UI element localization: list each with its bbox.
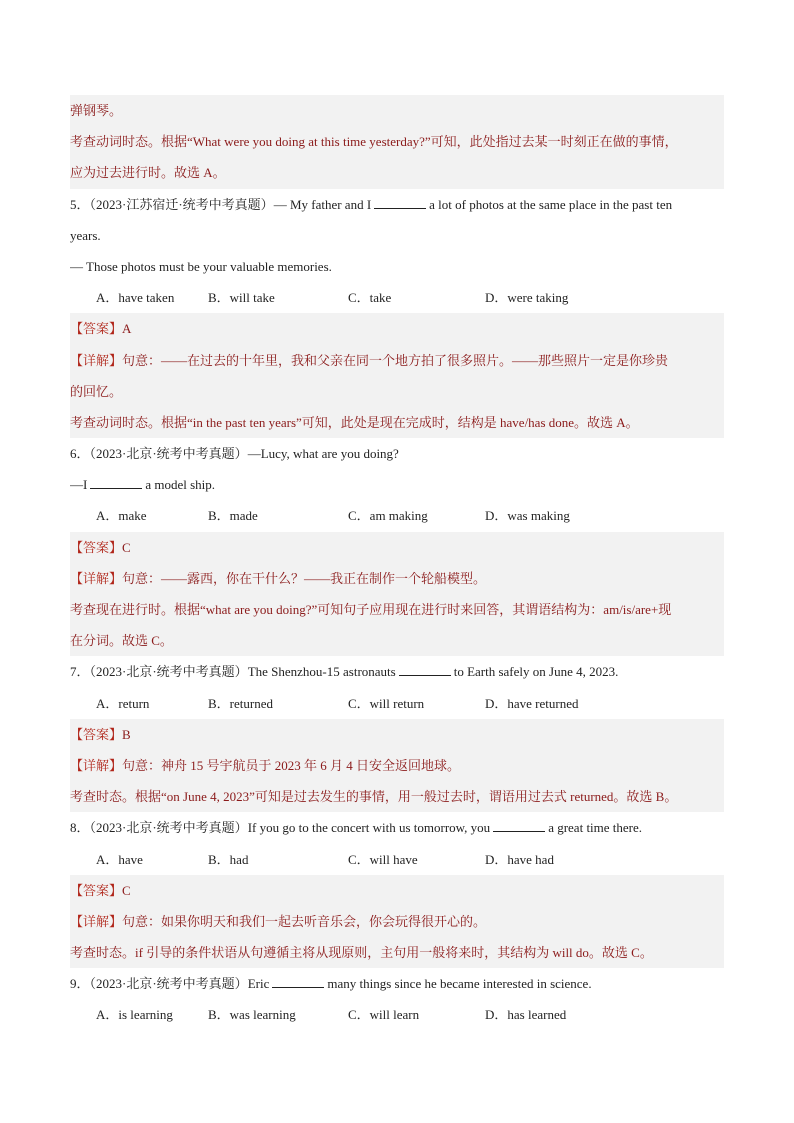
option-d: D．have returned [485,695,579,711]
option-b: B．made [208,508,258,524]
question-source: （2023·北京·统考中考真题） [89,976,248,992]
question-text: Eric [247,976,270,992]
question-7-detail-2: 考查时态。根据“on June 4, 2023”可知是过去发生的事情，用一般过去时，谓语用过去式 returned。故选 B。 [70,781,724,812]
question-source: （2023·北京·统考中考真题） [89,664,248,680]
question-6-reply [70,469,724,500]
option-c: C．will have [348,851,418,867]
option-c: C．will learn [348,1007,420,1023]
option-b: B．had [208,851,249,867]
question-6-detail-2: 考查现在进行时。根据“what are you doing?”可知句子应用现在进行时来回答，其谓语结构为：am/is/are+现 [70,594,724,625]
question-5-options [70,282,724,313]
option-b: B．returned [208,695,273,711]
option-a: A．have taken [96,290,175,306]
option-d: D．have had [485,851,554,867]
question-7-options [70,688,724,719]
question-6-answer [70,532,724,563]
answer-blank [493,819,545,832]
option-a: A．is learning [96,1007,173,1023]
question-text: a model ship. [145,477,216,493]
option-d: D．was making [485,508,570,524]
question-8-answer [70,875,724,906]
option-d: D．has learned [485,1007,567,1023]
option-d: D．were taking [485,290,569,306]
question-7-detail-1 [70,750,724,781]
prev-detail-line-1: 弹钢琴。 [70,95,724,126]
question-5-dialog: — Those photos must be your valuable memories. [70,258,332,274]
question-6-detail-1 [70,563,724,594]
detail-tag: 【详解】 [70,758,123,774]
detail-text: 句意：神舟 15 号宇航员于 2023 年 6 月 4 日安全返回地球。 [122,757,461,773]
answer-value: C [122,882,131,898]
option-c: C．am making [348,508,428,524]
question-source: （2023·江苏宿迁·统考中考真题） [89,196,274,212]
question-number: 6． [70,446,90,462]
answer-value: C [122,539,131,555]
question-9-stem [70,968,724,999]
question-8-detail-2: 考查时态。if 引导的条件状语从句遵循主将从现原则，主句用一般将来时，其结构为 will do。故选 C。 [70,937,724,968]
detail-text: 句意：——露西，你在干什么？——我正在制作一个轮船模型。 [122,570,487,586]
question-text: —I [70,477,88,493]
answer-blank [374,196,426,209]
question-5-detail-3: 考查动词时态。根据“in the past ten years”可知，此处是现在完成时，结构是 have/has done。故选 A。 [70,407,724,438]
question-number: 9． [70,976,90,992]
question-source: （2023·北京·统考中考真题） [89,820,248,836]
answer-value: B [122,726,131,742]
question-number: 5． [70,196,90,212]
option-a: A．return [96,695,150,711]
question-text: a lot of photos at the same place in the past ten [429,196,673,212]
detail-text: 句意：——在过去的十年里，我和父亲在同一个地方拍了很多照片。——那些照片一定是你珍贵 [122,352,669,368]
question-source: （2023·北京·统考中考真题） [89,446,248,462]
answer-blank [90,476,142,489]
option-b: B．will take [208,290,275,306]
detail-tag: 【详解】 [70,914,123,930]
option-a: A．have [96,851,143,867]
question-5-stem-cont: years. [70,227,101,243]
detail-tag: 【详解】 [70,353,123,369]
question-text: The Shenzhou-15 astronauts [247,664,396,680]
option-b: B．was learning [208,1007,296,1023]
question-number: 8． [70,820,90,836]
question-5-stem [70,189,724,220]
prev-detail-line-2: 考查动词时态。根据“What were you doing at this time yesterday?”可知，此处指过去某一时刻正在做的事情， [70,126,724,157]
answer-blank [272,975,324,988]
question-8-detail-1 [70,906,724,937]
prev-detail-line-3: 应为过去进行时。故选 A。 [70,157,724,188]
question-text: —Lucy, what are you doing? [247,446,399,462]
question-text: — My father and I [273,196,372,212]
answer-tag: 【答案】 [70,727,123,743]
option-c: C．will return [348,695,425,711]
question-7-answer [70,719,724,750]
answer-tag: 【答案】 [70,322,123,338]
question-5-detail-1 [70,345,724,376]
answer-tag: 【答案】 [70,540,123,556]
question-text: many things since he became interested in science. [327,976,592,992]
option-c: C．take [348,290,392,306]
question-5-detail-2: 的回忆。 [70,376,724,407]
detail-text: 句意：如果你明天和我们一起去听音乐会，你会玩得很开心的。 [122,913,487,929]
question-6-detail-3: 在分词。故选 C。 [70,625,724,656]
detail-tag: 【详解】 [70,571,123,587]
document-content [70,95,724,1031]
question-6-stem [70,438,724,469]
answer-value: A [122,321,132,337]
question-7-stem [70,656,724,687]
question-number: 7． [70,664,90,680]
question-text: If you go to the concert with us tomorrow, you [247,820,491,836]
answer-tag: 【答案】 [70,883,123,899]
question-5-answer [70,313,724,344]
question-8-options [70,844,724,875]
answer-blank [399,663,451,676]
question-text: a great time there. [548,820,643,836]
question-6-options [70,500,724,531]
question-8-stem [70,812,724,843]
option-a: A．make [96,508,147,524]
question-9-options [70,999,724,1030]
question-text: to Earth safely on June 4, 2023. [453,664,619,680]
